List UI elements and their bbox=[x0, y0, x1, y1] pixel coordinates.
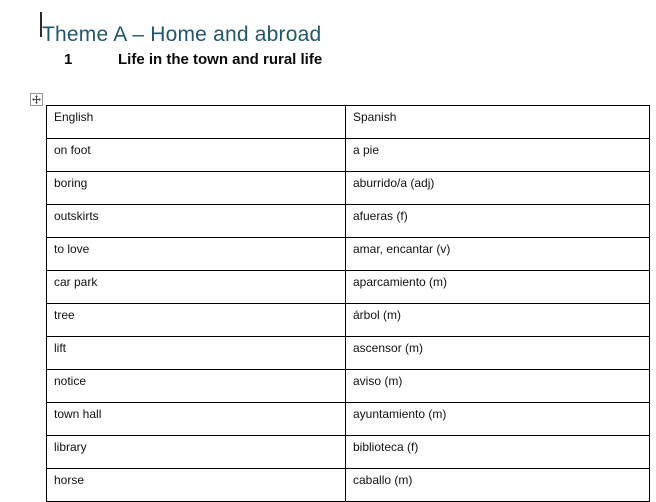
spanish-cell[interactable]: árbol (m) bbox=[346, 304, 650, 337]
section-heading-label: Life in the town and rural life bbox=[118, 51, 323, 68]
english-cell[interactable]: car park bbox=[47, 271, 346, 304]
english-cell[interactable]: boring bbox=[47, 172, 346, 205]
table-row bbox=[47, 436, 650, 469]
table-row bbox=[47, 370, 650, 403]
spanish-cell[interactable]: a pie bbox=[346, 139, 650, 172]
english-cell[interactable]: on foot bbox=[47, 139, 346, 172]
table-row bbox=[47, 238, 650, 271]
english-cell[interactable]: library bbox=[47, 436, 346, 469]
spanish-cell[interactable]: amar, encantar (v) bbox=[346, 238, 650, 271]
move-arrows-icon bbox=[32, 95, 41, 104]
column-header-english[interactable]: English bbox=[47, 106, 346, 139]
table-row bbox=[47, 172, 650, 205]
spanish-cell[interactable]: biblioteca (f) bbox=[346, 436, 650, 469]
spanish-cell[interactable]: aparcamiento (m) bbox=[346, 271, 650, 304]
table-row bbox=[47, 271, 650, 304]
english-cell[interactable]: lift bbox=[47, 337, 346, 370]
page-title[interactable]: Theme A – Home and abroad bbox=[42, 23, 322, 47]
table-row bbox=[47, 337, 650, 370]
section-heading[interactable] bbox=[64, 51, 322, 68]
english-cell[interactable]: town hall bbox=[47, 403, 346, 436]
section-number: 1 bbox=[64, 51, 73, 68]
english-cell[interactable]: horse bbox=[47, 469, 346, 502]
english-cell[interactable]: notice bbox=[47, 370, 346, 403]
vocab-table bbox=[46, 105, 650, 502]
spanish-cell[interactable]: aburrido/a (adj) bbox=[346, 172, 650, 205]
table-row bbox=[47, 139, 650, 172]
column-header-spanish[interactable]: Spanish bbox=[346, 106, 650, 139]
spanish-cell[interactable]: ayuntamiento (m) bbox=[346, 403, 650, 436]
spanish-cell[interactable]: caballo (m) bbox=[346, 469, 650, 502]
table-row bbox=[47, 469, 650, 502]
table-row bbox=[47, 304, 650, 337]
english-cell[interactable]: outskirts bbox=[47, 205, 346, 238]
table-header-row bbox=[47, 106, 650, 139]
english-cell[interactable]: tree bbox=[47, 304, 346, 337]
spanish-cell[interactable]: ascensor (m) bbox=[346, 337, 650, 370]
spanish-cell[interactable]: aviso (m) bbox=[346, 370, 650, 403]
table-row bbox=[47, 205, 650, 238]
spanish-cell[interactable]: afueras (f) bbox=[346, 205, 650, 238]
english-cell[interactable]: to love bbox=[47, 238, 346, 271]
table-move-handle[interactable] bbox=[30, 93, 43, 106]
table-row bbox=[47, 403, 650, 436]
